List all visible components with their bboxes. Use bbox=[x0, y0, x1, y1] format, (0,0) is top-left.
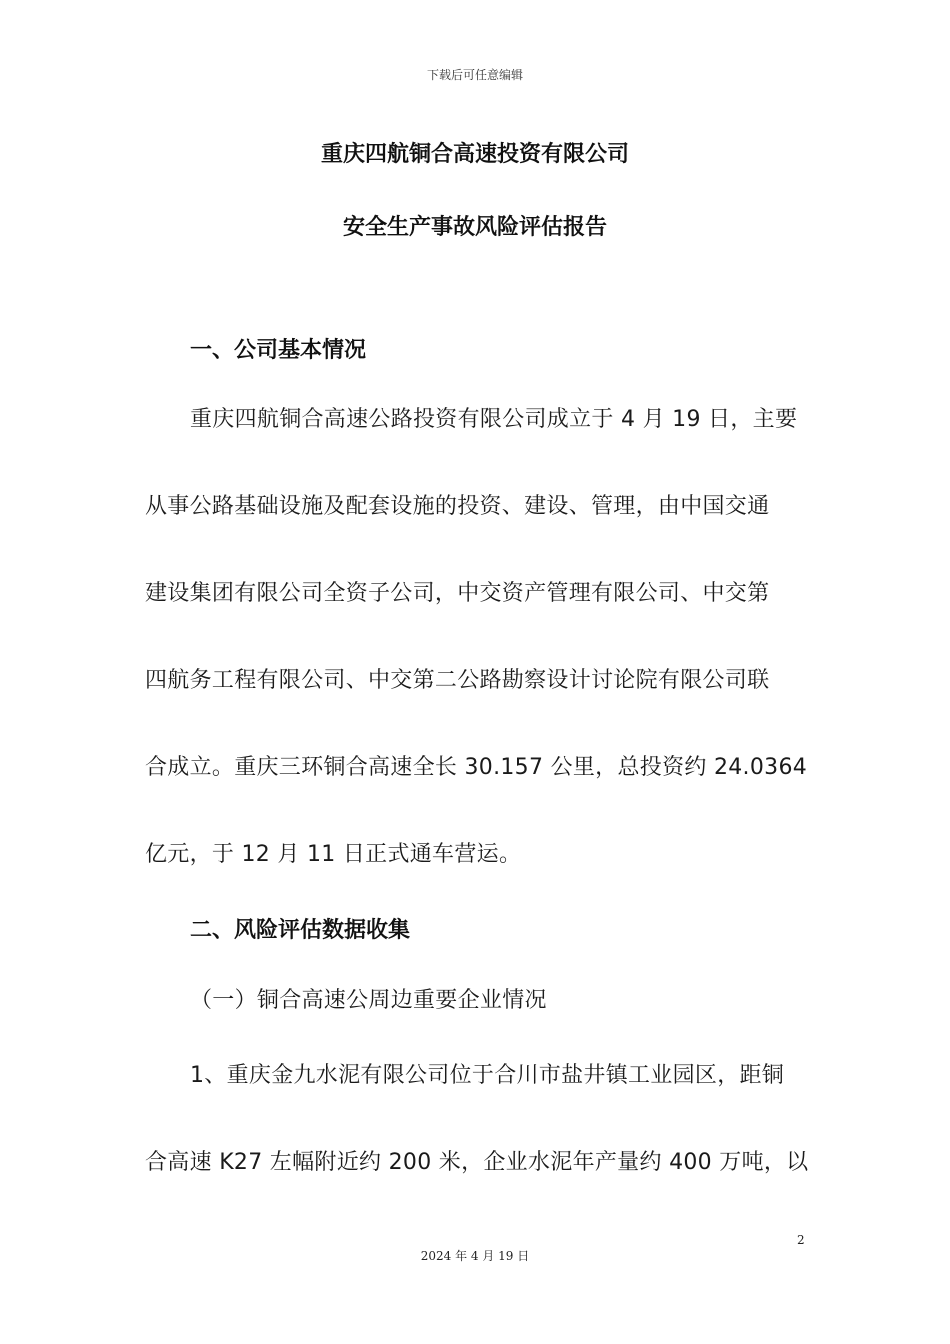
document-title-line-1: 重庆四航铜合高速投资有限公司 bbox=[320, 142, 629, 167]
paragraph-line: 建设集团有限公司全资子公司，中交资产管理有限公司、中交第 bbox=[145, 581, 770, 606]
section-heading-1: 一、公司基本情况 bbox=[190, 338, 367, 363]
paragraph-line: 从事公路基础设施及配套设施的投资、建设、管理，由中国交通 bbox=[145, 494, 770, 519]
section-heading-2: 二、风险评估数据收集 bbox=[190, 918, 411, 943]
header-note: 下载后可任意编辑 bbox=[426, 68, 523, 82]
paragraph-line: 1、重庆金九水泥有限公司位于合川市盐井镇工业园区，距铜 bbox=[190, 1063, 785, 1088]
paragraph-line: 合高速 K27 左幅附近约 200 米，企业水泥年产量约 400 万吨，以 bbox=[145, 1150, 809, 1175]
paragraph-line: 重庆四航铜合高速公路投资有限公司成立于 4 月 19 日，主要 bbox=[190, 407, 798, 432]
paragraph-line: 合成立。重庆三环铜合高速全长 30.157 公里，总投资约 24.0364 bbox=[145, 755, 808, 780]
page-number: 2 bbox=[797, 1233, 805, 1247]
document-title-line-2: 安全生产事故风险评估报告 bbox=[342, 215, 607, 240]
paragraph-line: 四航务工程有限公司、中交第二公路勘察设计讨论院有限公司联 bbox=[145, 668, 770, 693]
paragraph-line: 亿元，于 12 月 11 日正式通车营运。 bbox=[145, 842, 522, 867]
footer-date: 2024 年 4 月 19 日 bbox=[420, 1249, 530, 1263]
subsection-heading: （一）铜合高速公周边重要企业情况 bbox=[190, 988, 547, 1013]
